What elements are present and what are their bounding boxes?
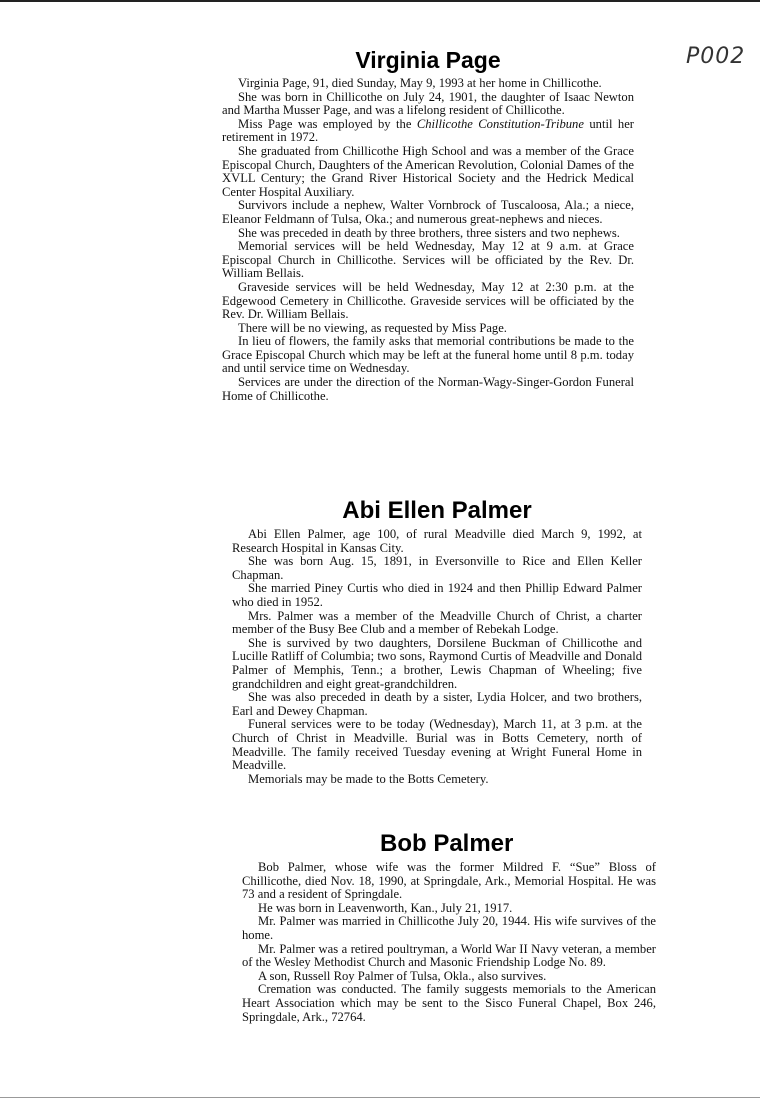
- paragraph: He was born in Leavenworth, Kan., July 21, 1917.: [258, 900, 513, 915]
- obituary-bob-palmer: [242, 830, 656, 1024]
- paragraph: She is survived by two daughters, Dorsilene Buckman of Chillicothe and Lucille Ratliff of Columbia; two sons, Raymond Curtis of Meadville and Donald Palmer of Memphis, Tenn.; a brother, Lewis Chapman of Wheeling; five grandchildren and eight great-grandchildren.: [232, 635, 642, 691]
- paragraph: Mrs. Palmer was a member of the Meadville Church of Christ, a charter member of the Busy Bee Club and a member of Rebekah Lodge.: [232, 608, 642, 637]
- paragraph: She married Piney Curtis who died in 1924 and then Phillip Edward Palmer who died in 1952.: [232, 581, 642, 609]
- obituary-virginia-page: [222, 47, 634, 403]
- paragraph: Graveside services will be held Wednesday, May 12 at 2:30 p.m. at the Edgewood Cemetery in Chillicothe. Graveside services will be officiated by the Rev. Dr. William Bellais.: [222, 279, 634, 322]
- handwritten-page-number: P002: [686, 44, 746, 69]
- paragraph: She was born Aug. 15, 1891, in Eversonville to Rice and Ellen Keller Chapman.: [232, 554, 642, 582]
- top-rule: [0, 0, 760, 2]
- obituary-abi-ellen-palmer: [232, 497, 642, 786]
- paragraph: Abi Ellen Palmer, age 100, of rural Meadville died March 9, 1992, at Research Hospital in Kansas City.: [232, 527, 642, 555]
- obituary-body: [232, 528, 642, 786]
- obituary-title: Virginia Page: [355, 47, 501, 73]
- obituary-title: Bob Palmer: [380, 830, 514, 857]
- paragraph: Memorials may be made to the Botts Cemetery.: [248, 771, 489, 786]
- paragraph: Bob Palmer, whose wife was the former Mildred F. “Sue” Bloss of Chillicothe, died Nov. 18, 1990, at Springdale, Ark., Memorial Hospital. He was 73 and a resident of Springdale.: [242, 860, 656, 902]
- obituary-title: Abi Ellen Palmer: [342, 497, 532, 524]
- paragraph-tail: until her retirement in 1972.: [222, 116, 634, 145]
- paragraph-lead: Miss Page was employed by the: [238, 116, 417, 131]
- paragraph: [222, 118, 634, 145]
- paragraph: She was preceded in death by three brothers, three sisters and two nephews.: [238, 225, 620, 240]
- paragraph: Memorial services will be held Wednesday, May 12 at 9 a.m. at Grace Episcopal Church in Chillicothe. Services will be officiated by the Rev. Dr. William Bellais.: [222, 239, 634, 281]
- paragraph: She was also preceded in death by a sister, Lydia Holcer, and two brothers, Earl and Dewey Chapman.: [232, 690, 642, 718]
- paragraph: There will be no viewing, as requested by Miss Page.: [238, 320, 507, 335]
- paragraph: In lieu of flowers, the family asks that memorial contributions be made to the Grace Episcopal Church which may be left at the funeral home until 8 p.m. today and until service time on Wednesday.: [222, 334, 634, 376]
- paragraph: Mr. Palmer was a retired poultryman, a World War II Navy veteran, a member of the Wesley Methodist Church and Masonic Friendship Lodge No. 89.: [242, 941, 656, 970]
- paragraph: Mr. Palmer was married in Chillicothe July 20, 1944. His wife survives of the home.: [242, 914, 656, 942]
- paragraph: A son, Russell Roy Palmer of Tulsa, Okla., also survives.: [258, 968, 547, 983]
- paragraph: Funeral services were to be today (Wednesday), March 11, at 3 p.m. at the Church of Christ in Meadville. Burial was in Botts Cemetery, north of Meadville. The family received Tuesday evening at Wright Funeral Home in Meadville.: [232, 717, 642, 773]
- newspaper-name: Chillicothe Constitution-Tribune: [416, 116, 584, 131]
- obituary-body: [222, 77, 634, 403]
- paragraph: She was born in Chillicothe on July 24, 1901, the daughter of Isaac Newton and Martha Musser Page, and was a lifelong resident of Chillicothe.: [222, 89, 634, 118]
- paragraph: She graduated from Chillicothe High School and was a member of the Grace Episcopal Church, Daughters of the American Revolution, Colonial Dames of the XVLL Century; the Grand River Historical Society and the Hedrick Medical Center Hospital Auxiliary.: [222, 143, 634, 199]
- bottom-rule: [0, 1097, 760, 1098]
- paragraph: Survivors include a nephew, Walter Vornbrock of Tuscaloosa, Ala.; a niece, Eleanor Feldmann of Tulsa, Oka.; and numerous great-nephews and nieces.: [222, 198, 634, 226]
- obituary-body: [242, 861, 656, 1024]
- paragraph: Virginia Page, 91, died Sunday, May 9, 1993 at her home in Chillicothe.: [238, 76, 602, 90]
- paragraph: Cremation was conducted. The family suggests memorials to the American Heart Association which may be sent to the Sisco Funeral Chapel, Box 246, Springdale, Ark., 72764.: [242, 982, 656, 1024]
- paragraph: Services are under the direction of the Norman-Wagy-Singer-Gordon Funeral Home of Chillicothe.: [222, 375, 634, 403]
